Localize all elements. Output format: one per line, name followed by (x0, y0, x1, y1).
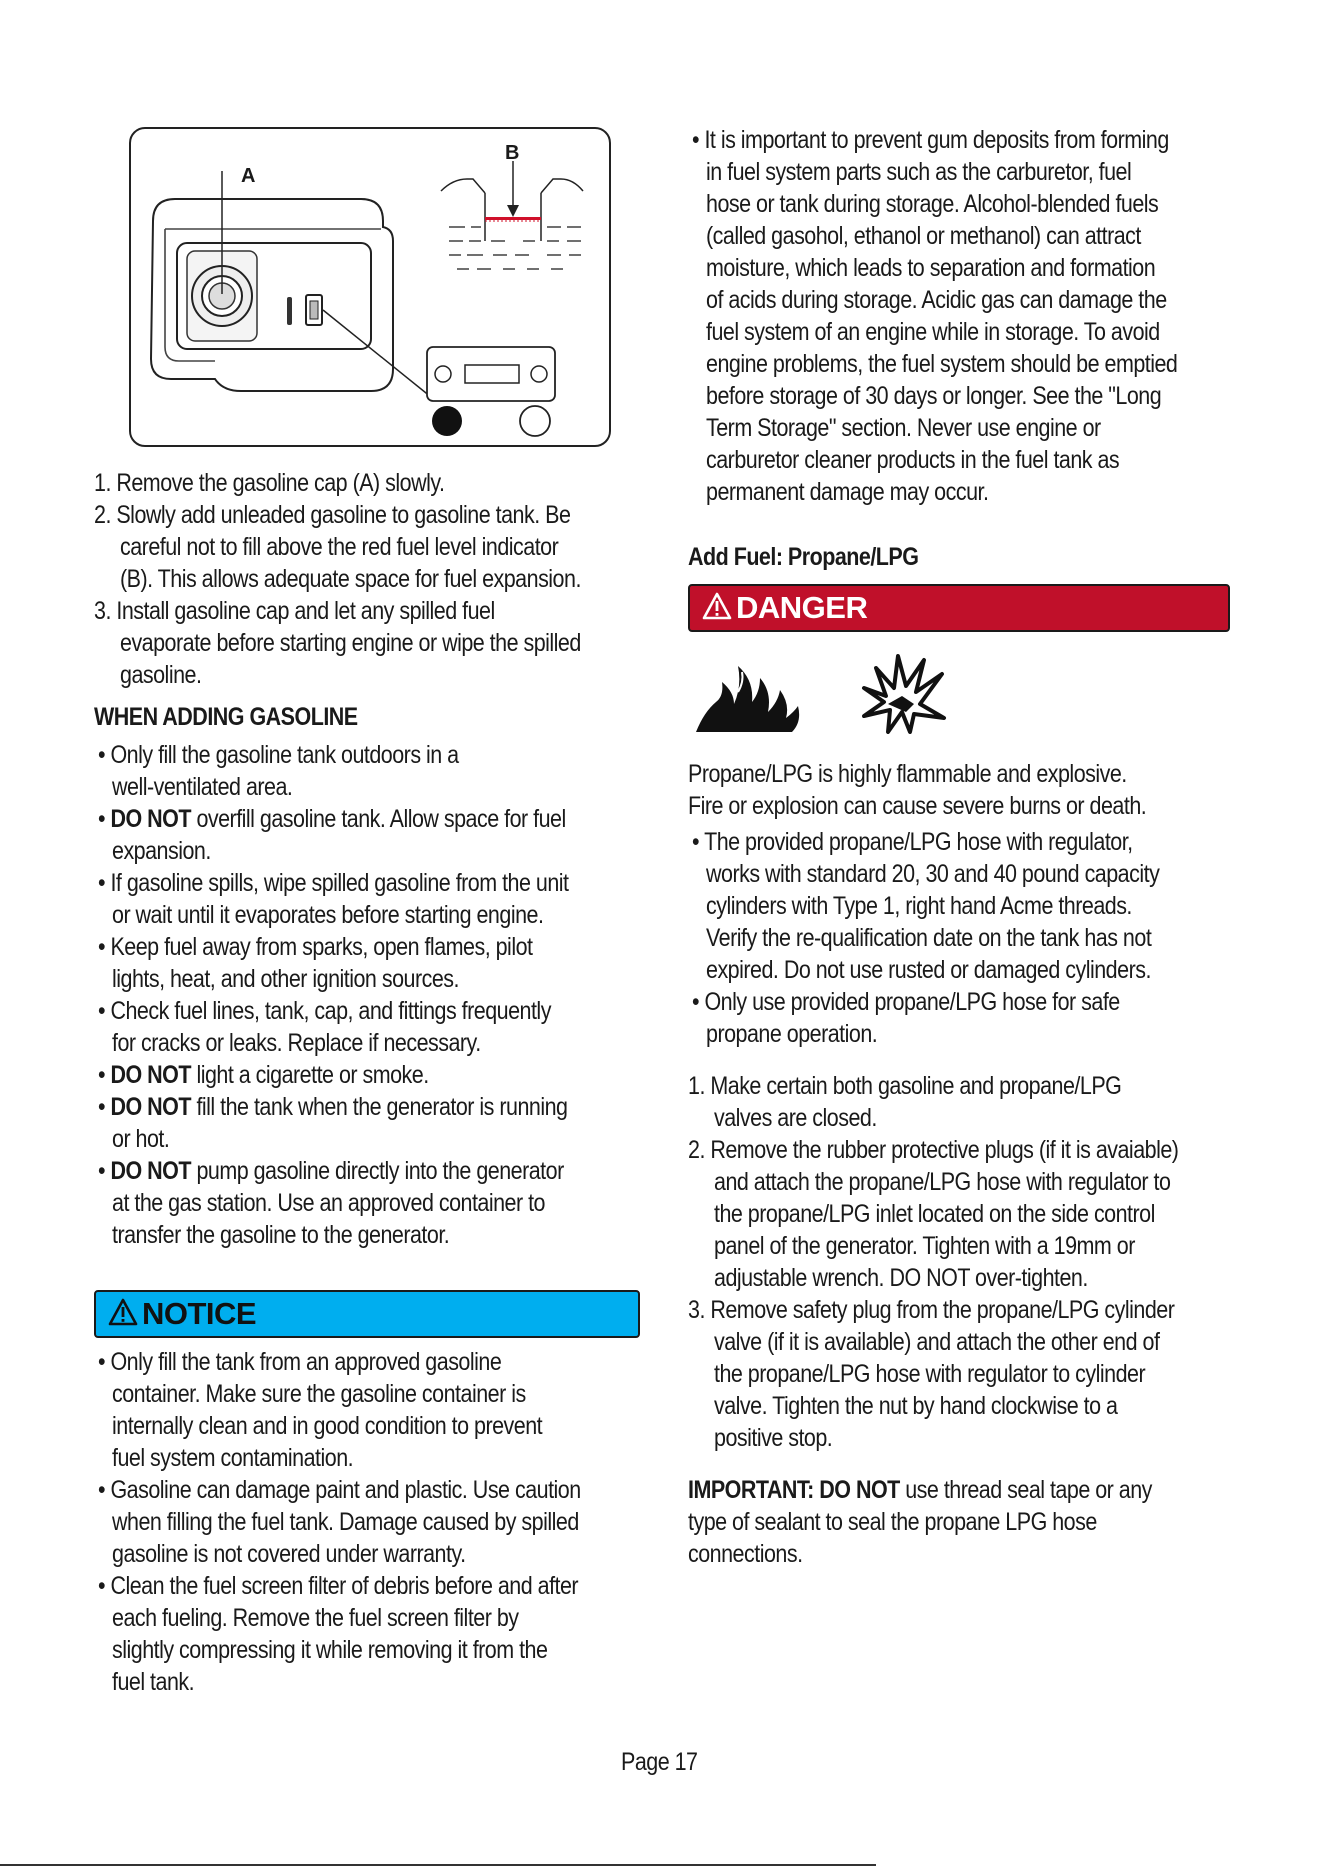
step-line: 1. Make certain both gasoline and propane/LPG (688, 1072, 1122, 1100)
step-line: the propane/LPG inlet located on the side control (714, 1200, 1155, 1228)
step-line: positive stop. (714, 1424, 833, 1452)
do-not-emphasis: DO NOT (110, 1157, 191, 1185)
step-line: adjustable wrench. DO NOT over-tighten. (714, 1264, 1088, 1292)
bullet-item: • DO NOT light a cigarette or smoke. (98, 1061, 429, 1089)
bullet-dot: • (98, 1157, 111, 1185)
important-line: type of sealant to seal the propane LPG hose (688, 1508, 1097, 1536)
notice-bullets (94, 1346, 654, 1698)
step-line: 2. Remove the rubber protective plugs (if it is avaiable) (688, 1136, 1179, 1164)
left-column (94, 467, 654, 1251)
bullet-item: • Only fill the tank from an approved gasoline (98, 1348, 502, 1376)
step-line: 1. Remove the gasoline cap (A) slowly. (94, 469, 445, 497)
bullet-dot: • (98, 1348, 111, 1376)
bullet-line: carburetor cleaner products in the fuel tank as (706, 446, 1120, 474)
figure-label-a: A (241, 165, 256, 187)
bullet-line: each fueling. Remove the fuel screen filter by (112, 1604, 519, 1632)
step-line: careful not to fill above the red fuel level indicator (120, 533, 559, 561)
bullet-dot: • (98, 1093, 111, 1121)
bullet-line: internally clean and in good condition to prevent (112, 1412, 543, 1440)
bullet-line: propane operation. (706, 1020, 878, 1048)
bullet-dot: • (98, 869, 111, 897)
figure-label-b: B (505, 142, 520, 164)
hazard-warning-line: Propane/LPG is highly flammable and explosive. (688, 760, 1127, 788)
bullet-item: • If gasoline spills, wipe spilled gasoline from the unit (98, 869, 569, 897)
step-line: (B). This allows adequate space for fuel expansion. (120, 565, 581, 593)
bullet-item: • DO NOT overfill gasoline tank. Allow space for fuel (98, 805, 566, 833)
warning-triangle-icon (108, 1298, 138, 1326)
danger-label: DANGER (736, 590, 868, 625)
danger-banner (688, 584, 1230, 632)
bullet-line: or wait until it evaporates before starting engine. (112, 901, 544, 929)
step-line: 3. Remove safety plug from the propane/LPG cylinder (688, 1296, 1175, 1324)
step-line: gasoline. (120, 661, 202, 689)
bullet-dot: • (98, 997, 111, 1025)
bullet-line: when filling the fuel tank. Damage caused by spilled (112, 1508, 579, 1536)
notice-label: NOTICE (142, 1296, 257, 1331)
bullet-line: works with standard 20, 30 and 40 pound capacity (706, 860, 1160, 888)
explosion-icon (858, 652, 948, 734)
bullet-dot: • (98, 1476, 111, 1504)
do-not-emphasis: DO NOT (110, 805, 191, 833)
bullet-line: of acids during storage. Acidic gas can damage the (706, 286, 1167, 314)
bullet-line: Term Storage" section. Never use engine or (706, 414, 1101, 442)
bullet-item: • DO NOT pump gasoline directly into the generator (98, 1157, 564, 1185)
bullet-line: fuel system contamination. (112, 1444, 354, 1472)
bullet-item: • Check fuel lines, tank, cap, and fittings frequently (98, 997, 551, 1025)
bullet-line: expired. Do not use rusted or damaged cylinders. (706, 956, 1151, 984)
bullet-item: • Only fill the gasoline tank outdoors in a (98, 741, 459, 769)
bullet-item: • DO NOT fill the tank when the generator is running (98, 1093, 568, 1121)
storage-bullet (688, 124, 1248, 508)
bullet-line: hose or tank during storage. Alcohol-blended fuels (706, 190, 1159, 218)
gasoline-steps (94, 467, 654, 691)
bullet-line: engine problems, the fuel system should be emptied (706, 350, 1178, 378)
bullet-dot: • (98, 933, 111, 961)
bullet-line: or hot. (112, 1125, 170, 1153)
fuel-tank-figure (129, 127, 611, 447)
bullet-line: moisture, which leads to separation and formation (706, 254, 1156, 282)
bottom-rule (0, 1864, 876, 1866)
propane-body (688, 758, 1248, 1570)
important-line: IMPORTANT: DO NOT use thread seal tape or any (688, 1476, 1152, 1504)
bullet-line: fuel system of an engine while in storage. To avoid (706, 318, 1160, 346)
bullet-line: lights, heat, and other ignition sources. (112, 965, 459, 993)
step-line: panel of the generator. Tighten with a 19mm or (714, 1232, 1135, 1260)
bullet-line: for cracks or leaks. Replace if necessary. (112, 1029, 481, 1057)
bullet-item: • The provided propane/LPG hose with regulator, (692, 828, 1133, 856)
important-label: IMPORTANT: DO NOT (688, 1476, 900, 1504)
bullet-dot: • (98, 741, 111, 769)
step-line: valve. Tighten the nut by hand clockwise to a (714, 1392, 1118, 1420)
bullet-dot: • (692, 988, 705, 1016)
bullet-line: expansion. (112, 837, 211, 865)
bullet-line: fuel tank. (112, 1668, 195, 1696)
step-line: 3. Install gasoline cap and let any spilled fuel (94, 597, 495, 625)
page-number: Page 17 (621, 1748, 698, 1776)
bullet-dot: • (98, 1061, 111, 1089)
step-line: 2. Slowly add unleaded gasoline to gasoline tank. Be (94, 501, 571, 529)
step-line: valves are closed. (714, 1104, 877, 1132)
bullet-line: Verify the re-qualification date on the tank has not (706, 924, 1152, 952)
bullet-line: well-ventilated area. (112, 773, 293, 801)
bullet-line: container. Make sure the gasoline container is (112, 1380, 526, 1408)
step-line: the propane/LPG hose with regulator to cylinder (714, 1360, 1146, 1388)
step-line: evaporate before starting engine or wipe the spilled (120, 629, 581, 657)
bullet-line: before storage of 30 days or longer. See the "Long (706, 382, 1162, 410)
bullet-item: • Clean the fuel screen filter of debris before and after (98, 1572, 579, 1600)
bullet-line: cylinders with Type 1, right hand Acme threads. (706, 892, 1132, 920)
bullet-item: • Gasoline can damage paint and plastic. Use caution (98, 1476, 581, 1504)
hazard-warning-line: Fire or explosion can cause severe burns or death. (688, 792, 1147, 820)
do-not-emphasis: DO NOT (110, 1093, 191, 1121)
bullet-dot: • (98, 805, 111, 833)
propane-heading: Add Fuel: Propane/LPG (688, 543, 919, 571)
bullet-line: gasoline is not covered under warranty. (112, 1540, 466, 1568)
fire-icon (694, 652, 804, 734)
bullet-item: • It is important to prevent gum deposits from forming (692, 126, 1169, 154)
do-not-emphasis: DO NOT (110, 1061, 191, 1089)
bullet-line: (called gasohol, ethanol or methanol) can attract (706, 222, 1141, 250)
bullet-line: permanent damage may occur. (706, 478, 989, 506)
warning-triangle-icon (702, 592, 732, 620)
bullet-line: at the gas station. Use an approved container to (112, 1189, 546, 1217)
fuel-tank-illustration (131, 129, 609, 445)
section-heading: WHEN ADDING GASOLINE (94, 703, 358, 731)
gasoline-bullets (94, 739, 654, 1251)
bullet-dot: • (98, 1572, 111, 1600)
bullet-item: • Only use provided propane/LPG hose for safe (692, 988, 1120, 1016)
bullet-line: slightly compressing it while removing it from the (112, 1636, 548, 1664)
bullet-dot: • (692, 828, 705, 856)
step-line: and attach the propane/LPG hose with regulator to (714, 1168, 1171, 1196)
bullet-line: transfer the gasoline to the generator. (112, 1221, 450, 1249)
bullet-dot: • (692, 126, 705, 154)
important-line: connections. (688, 1540, 803, 1568)
notice-banner (94, 1290, 640, 1338)
bullet-line: in fuel system parts such as the carburetor, fuel (706, 158, 1132, 186)
bullet-item: • Keep fuel away from sparks, open flames, pilot (98, 933, 533, 961)
step-line: valve (if it is available) and attach the other end of (714, 1328, 1160, 1356)
